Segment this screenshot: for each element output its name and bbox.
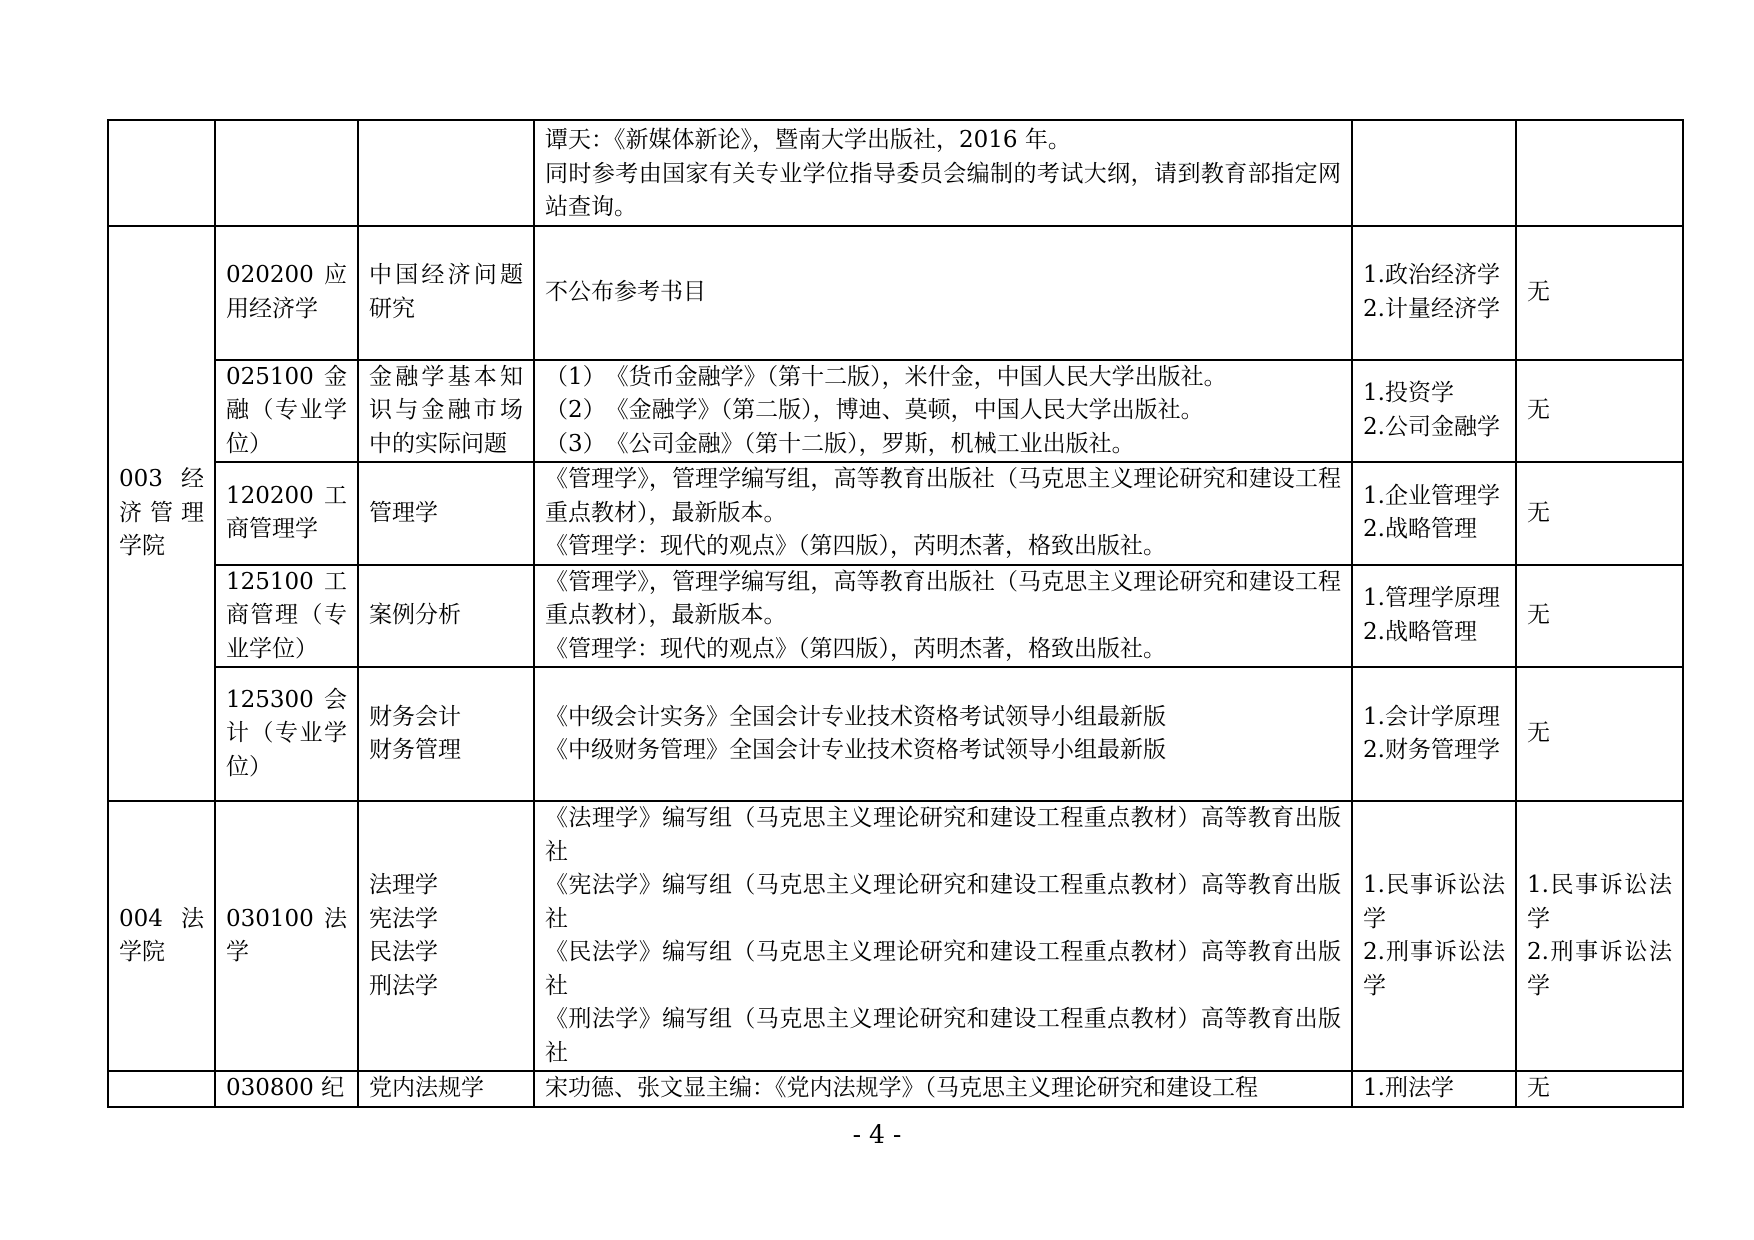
extra-item: 无 [1527, 397, 1550, 423]
retest-item: 2.战略管理 [1363, 618, 1477, 645]
retest-item: 2.战略管理 [1363, 516, 1477, 543]
retest-item: 1.管理学原理 [1363, 585, 1500, 612]
subject-cell [358, 226, 534, 360]
page-number: - 4 - [852, 1120, 902, 1149]
major-cell [215, 801, 358, 1071]
table-row [108, 226, 1683, 360]
subject-cell [358, 462, 534, 565]
book-line: 《中级会计实务》全国会计专业技术资格考试领导小组最新版 [545, 703, 1166, 730]
books-cell [534, 801, 1352, 1071]
book-line: 不公布参考书目 [545, 278, 706, 305]
subject-name: 民法学 [369, 939, 438, 965]
subject-cell [358, 1071, 534, 1107]
major-cell [215, 226, 358, 360]
books-cell [534, 565, 1352, 668]
subject-name: 宪法学 [369, 905, 438, 932]
major-cell [215, 1071, 358, 1107]
college-cell [108, 120, 215, 226]
major-cell [215, 120, 358, 226]
book-line: 谭天：《新媒体新论》，暨南大学出版社，2016 年。 [545, 127, 1071, 153]
books-cell [534, 1071, 1352, 1107]
table-row [108, 1071, 1683, 1107]
extra-cell [1516, 462, 1683, 565]
book-line: 《中级财务管理》全国会计专业技术资格考试领导小组最新版 [545, 737, 1166, 763]
subject-cell [358, 120, 534, 226]
subject-name: 党内法规学 [369, 1075, 484, 1101]
retest-item: 1.刑法学 [1363, 1075, 1454, 1101]
extra-cell [1516, 226, 1683, 360]
book-line: 《民法学》编写组（马克思主义理论研究和建设工程重点教材）高等教育出版社 [545, 939, 1341, 999]
major-cell [215, 462, 358, 565]
major-cell [215, 667, 358, 801]
book-line: （3） 《公司金融》（第十二版），罗斯，机械工业出版社。 [545, 430, 1135, 457]
retest-cell [1352, 120, 1516, 226]
retest-cell [1352, 667, 1516, 801]
book-line: 《管理学：现代的观点》（第四版），芮明杰著，格致出版社。 [545, 635, 1166, 662]
major-name: 020200 应用经济学 [226, 262, 347, 322]
book-line: （1） 《货币金融学》（第十二版），米什金，中国人民大学出版社。 [545, 363, 1227, 390]
table-row [108, 120, 1683, 226]
extra-cell [1516, 565, 1683, 668]
retest-item: 2.计量经济学 [1363, 295, 1500, 322]
extra-cell [1516, 120, 1683, 226]
college-name: 003 经济管理学院 [119, 466, 204, 559]
retest-cell [1352, 801, 1516, 1071]
books-cell [534, 462, 1352, 565]
college-cell [108, 1071, 215, 1107]
extra-cell [1516, 667, 1683, 801]
retest-cell [1352, 226, 1516, 360]
book-line: 《宪法学》编写组（马克思主义理论研究和建设工程重点教材）高等教育出版社 [545, 872, 1341, 932]
subject-name: 法理学 [369, 872, 438, 898]
subject-name: 案例分析 [369, 602, 461, 628]
book-line: 《法理学》编写组（马克思主义理论研究和建设工程重点教材）高等教育出版社 [545, 805, 1341, 865]
table-row [108, 360, 1683, 463]
book-line: 同时参考由国家有关专业学位指导委员会编制的考试大纲，请到教育部指定网站查询。 [545, 160, 1341, 220]
retest-item: 2.财务管理学 [1363, 737, 1500, 763]
subject-name: 中国经济问题研究 [369, 262, 523, 322]
book-line: 《刑法学》编写组（马克思主义理论研究和建设工程重点教材）高等教育出版社 [545, 1006, 1341, 1066]
subject-name: 财务管理 [369, 737, 461, 763]
table-row [108, 801, 1683, 1071]
books-cell [534, 226, 1352, 360]
book-line: 宋功德、张文显主编：《党内法规学》（马克思主义理论研究和建设工程 [545, 1075, 1258, 1101]
books-cell [534, 360, 1352, 463]
retest-item: 2.刑事诉讼法学 [1363, 939, 1505, 999]
extra-item: 无 [1527, 278, 1550, 305]
subject-cell [358, 801, 534, 1071]
extra-item: 无 [1527, 499, 1550, 526]
extra-cell [1516, 360, 1683, 463]
extra-item: 2.刑事诉讼法学 [1527, 939, 1672, 999]
major-name: 025100 金融（专业学位） [226, 363, 347, 457]
subject-name: 财务会计 [369, 703, 461, 730]
book-line: （2） 《金融学》（第二版），博迪、莫顿，中国人民大学出版社。 [545, 397, 1204, 423]
retest-item: 1.民事诉讼法学 [1363, 872, 1505, 932]
retest-item: 1.企业管理学 [1363, 482, 1500, 509]
table-row [108, 565, 1683, 668]
retest-cell [1352, 462, 1516, 565]
major-name: 030100 法学 [226, 905, 347, 965]
major-name: 125100 工商管理（专业学位） [226, 568, 347, 662]
major-cell [215, 565, 358, 668]
major-name: 030800 纪 [226, 1075, 345, 1101]
reference-books-table [107, 119, 1684, 1108]
books-cell [534, 667, 1352, 801]
college-cell [108, 801, 215, 1071]
subject-cell [358, 667, 534, 801]
retest-cell [1352, 565, 1516, 668]
book-line: 《管理学》，管理学编写组，高等教育出版社（马克思主义理论研究和建设工程重点教材），最新版本。 [545, 466, 1341, 526]
retest-item: 1.会计学原理 [1363, 703, 1500, 730]
extra-item: 1.民事诉讼法学 [1527, 872, 1672, 932]
retest-item: 1.投资学 [1363, 380, 1454, 407]
major-name: 125300 会计（专业学位） [226, 686, 347, 780]
extra-cell [1516, 801, 1683, 1071]
major-name: 120200 工商管理学 [226, 482, 347, 543]
college-name: 004 法学院 [119, 905, 204, 965]
table-row [108, 667, 1683, 801]
retest-cell [1352, 360, 1516, 463]
subject-name: 刑法学 [369, 972, 438, 999]
subject-name: 管理学 [369, 499, 438, 526]
extra-item: 无 [1527, 1075, 1550, 1101]
extra-cell [1516, 1071, 1683, 1107]
subject-cell [358, 360, 534, 463]
college-cell [108, 226, 215, 802]
books-cell [534, 120, 1352, 226]
extra-item: 无 [1527, 720, 1550, 747]
retest-item: 2.公司金融学 [1363, 413, 1500, 440]
major-cell [215, 360, 358, 463]
retest-cell [1352, 1071, 1516, 1107]
retest-item: 1.政治经济学 [1363, 262, 1500, 288]
book-line: 《管理学》，管理学编写组，高等教育出版社（马克思主义理论研究和建设工程重点教材），最新版本。 [545, 568, 1341, 628]
subject-cell [358, 565, 534, 668]
subject-name: 金融学基本知识与金融市场中的实际问题 [369, 363, 523, 457]
table-row [108, 462, 1683, 565]
extra-item: 无 [1527, 602, 1550, 628]
book-line: 《管理学：现代的观点》（第四版），芮明杰著，格致出版社。 [545, 533, 1166, 559]
